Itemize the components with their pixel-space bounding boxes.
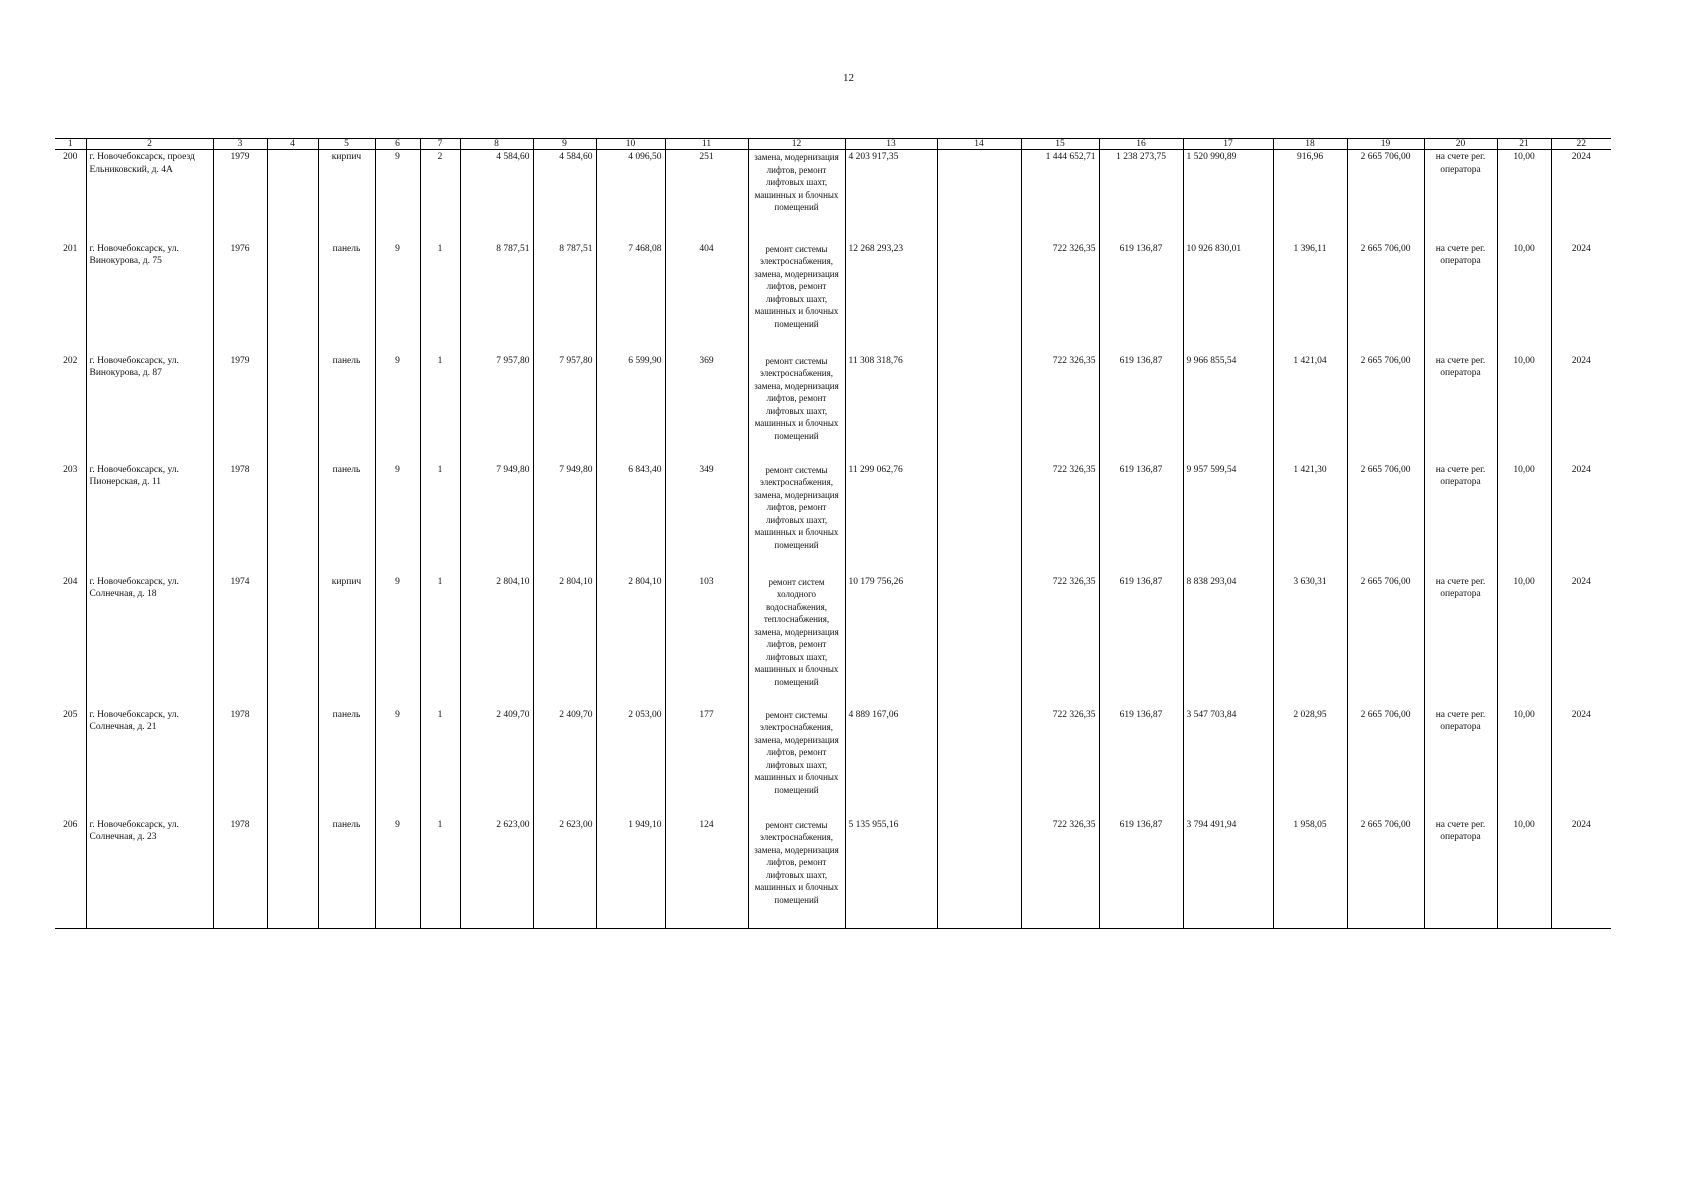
table-row: [55, 818, 1611, 929]
col17-cell: 9 966 855,54: [1183, 354, 1273, 463]
col21-cell: 10,00: [1497, 150, 1551, 242]
table-row: [55, 708, 1611, 818]
col22-cell: 2024: [1551, 150, 1611, 242]
living-area-cell: 2 409,70: [533, 708, 596, 818]
col16-cell: 619 136,87: [1099, 575, 1183, 708]
col22-cell: 2024: [1551, 708, 1611, 818]
account-cell: на счете рег. оператора: [1424, 708, 1497, 818]
account-cell: на счете рег. оператора: [1424, 242, 1497, 354]
col18-cell: 1 958,05: [1273, 818, 1347, 929]
total-area-cell: 4 584,60: [460, 150, 533, 242]
col19-cell: 2 665 706,00: [1347, 242, 1424, 354]
header-cell: 21: [1497, 139, 1551, 150]
column-number-header: [55, 139, 1611, 150]
col14-cell: [937, 354, 1021, 463]
year-built-cell: 1974: [213, 575, 267, 708]
col17-cell: 10 926 830,01: [1183, 242, 1273, 354]
col4-cell: [267, 150, 318, 242]
cost-cell: 10 179 756,26: [845, 575, 937, 708]
residents-cell: 369: [665, 354, 748, 463]
cost-cell: 4 889 167,06: [845, 708, 937, 818]
col22-cell: 2024: [1551, 354, 1611, 463]
col18-cell: 1 421,04: [1273, 354, 1347, 463]
works-cell: ремонт системы электроснабжения, замена, модернизация лифтов, ремонт лифтовых шахт, машинных и блочных помещений: [748, 463, 845, 575]
total-area-cell: 2 409,70: [460, 708, 533, 818]
wall-material-cell: кирпич: [318, 575, 375, 708]
header-cell: 6: [375, 139, 420, 150]
floors-cell: 9: [375, 242, 420, 354]
total-area-cell: 2 804,10: [460, 575, 533, 708]
col16-cell: 619 136,87: [1099, 463, 1183, 575]
table-row: [55, 150, 1611, 242]
total-area-cell: 2 623,00: [460, 818, 533, 929]
account-cell: на счете рег. оператора: [1424, 818, 1497, 929]
header-cell: 5: [318, 139, 375, 150]
col19-cell: 2 665 706,00: [1347, 463, 1424, 575]
header-cell: 2: [86, 139, 213, 150]
wall-material-cell: панель: [318, 242, 375, 354]
table-row: [55, 463, 1611, 575]
col21-cell: 10,00: [1497, 463, 1551, 575]
col16-cell: 619 136,87: [1099, 242, 1183, 354]
works-cell: ремонт системы электроснабжения, замена, модернизация лифтов, ремонт лифтовых шахт, машинных и блочных помещений: [748, 818, 845, 929]
residential-area-cell: 6 599,90: [596, 354, 665, 463]
col22-cell: 2024: [1551, 242, 1611, 354]
entrances-cell: 1: [420, 575, 460, 708]
col15-cell: 722 326,35: [1021, 463, 1099, 575]
col14-cell: [937, 708, 1021, 818]
col21-cell: 10,00: [1497, 708, 1551, 818]
col19-cell: 2 665 706,00: [1347, 354, 1424, 463]
row-number: 201: [55, 242, 86, 354]
header-cell: 13: [845, 139, 937, 150]
address-cell: г. Новочебоксарск, ул. Винокурова, д. 75: [86, 242, 213, 354]
col14-cell: [937, 818, 1021, 929]
col19-cell: 2 665 706,00: [1347, 708, 1424, 818]
residential-area-cell: 7 468,08: [596, 242, 665, 354]
cost-cell: 5 135 955,16: [845, 818, 937, 929]
row-number: 205: [55, 708, 86, 818]
row-number: 204: [55, 575, 86, 708]
residential-area-cell: 4 096,50: [596, 150, 665, 242]
works-cell: замена, модернизация лифтов, ремонт лифтовых шахт, машинных и блочных помещений: [748, 150, 845, 242]
address-cell: г. Новочебоксарск, ул. Пионерская, д. 11: [86, 463, 213, 575]
row-number: 206: [55, 818, 86, 929]
col18-cell: 1 421,30: [1273, 463, 1347, 575]
header-cell: 11: [665, 139, 748, 150]
col4-cell: [267, 708, 318, 818]
col16-cell: 619 136,87: [1099, 708, 1183, 818]
header-cell: 9: [533, 139, 596, 150]
col14-cell: [937, 242, 1021, 354]
header-cell: 15: [1021, 139, 1099, 150]
year-built-cell: 1978: [213, 818, 267, 929]
entrances-cell: 1: [420, 354, 460, 463]
table-row: [55, 354, 1611, 463]
col21-cell: 10,00: [1497, 354, 1551, 463]
residential-area-cell: 6 843,40: [596, 463, 665, 575]
col15-cell: 722 326,35: [1021, 818, 1099, 929]
col17-cell: 9 957 599,54: [1183, 463, 1273, 575]
row-number: 202: [55, 354, 86, 463]
col4-cell: [267, 354, 318, 463]
entrances-cell: 1: [420, 242, 460, 354]
address-cell: г. Новочебоксарск, проезд Ельниковский, д. 4А: [86, 150, 213, 242]
header-cell: 16: [1099, 139, 1183, 150]
col17-cell: 1 520 990,89: [1183, 150, 1273, 242]
wall-material-cell: панель: [318, 818, 375, 929]
cost-cell: 11 308 318,76: [845, 354, 937, 463]
capital-repair-table: [55, 138, 1611, 929]
total-area-cell: 8 787,51: [460, 242, 533, 354]
col21-cell: 10,00: [1497, 818, 1551, 929]
living-area-cell: 8 787,51: [533, 242, 596, 354]
col15-cell: 722 326,35: [1021, 242, 1099, 354]
col4-cell: [267, 575, 318, 708]
table-row: [55, 575, 1611, 708]
col4-cell: [267, 242, 318, 354]
cost-cell: 11 299 062,76: [845, 463, 937, 575]
col17-cell: 8 838 293,04: [1183, 575, 1273, 708]
residents-cell: 177: [665, 708, 748, 818]
works-cell: ремонт системы электроснабжения, замена, модернизация лифтов, ремонт лифтовых шахт, машинных и блочных помещений: [748, 708, 845, 818]
page-number: 12: [843, 72, 854, 84]
header-cell: 12: [748, 139, 845, 150]
header-cell: 8: [460, 139, 533, 150]
col15-cell: 1 444 652,71: [1021, 150, 1099, 242]
header-cell: 10: [596, 139, 665, 150]
entrances-cell: 1: [420, 463, 460, 575]
total-area-cell: 7 949,80: [460, 463, 533, 575]
address-cell: г. Новочебоксарск, ул. Солнечная, д. 18: [86, 575, 213, 708]
year-built-cell: 1979: [213, 354, 267, 463]
col18-cell: 1 396,11: [1273, 242, 1347, 354]
row-number: 200: [55, 150, 86, 242]
floors-cell: 9: [375, 575, 420, 708]
col22-cell: 2024: [1551, 575, 1611, 708]
address-cell: г. Новочебоксарск, ул. Солнечная, д. 23: [86, 818, 213, 929]
header-cell: 4: [267, 139, 318, 150]
floors-cell: 9: [375, 818, 420, 929]
residential-area-cell: 1 949,10: [596, 818, 665, 929]
col16-cell: 1 238 273,75: [1099, 150, 1183, 242]
floors-cell: 9: [375, 354, 420, 463]
floors-cell: 9: [375, 150, 420, 242]
col17-cell: 3 547 703,84: [1183, 708, 1273, 818]
header-cell: 18: [1273, 139, 1347, 150]
col22-cell: 2024: [1551, 463, 1611, 575]
entrances-cell: 1: [420, 708, 460, 818]
works-cell: ремонт системы электроснабжения, замена, модернизация лифтов, ремонт лифтовых шахт, машинных и блочных помещений: [748, 354, 845, 463]
account-cell: на счете рег. оператора: [1424, 150, 1497, 242]
living-area-cell: 2 804,10: [533, 575, 596, 708]
header-cell: 17: [1183, 139, 1273, 150]
living-area-cell: 4 584,60: [533, 150, 596, 242]
residents-cell: 103: [665, 575, 748, 708]
col21-cell: 10,00: [1497, 242, 1551, 354]
col18-cell: 3 630,31: [1273, 575, 1347, 708]
col21-cell: 10,00: [1497, 575, 1551, 708]
cost-cell: 4 203 917,35: [845, 150, 937, 242]
total-area-cell: 7 957,80: [460, 354, 533, 463]
wall-material-cell: кирпич: [318, 150, 375, 242]
year-built-cell: 1978: [213, 708, 267, 818]
entrances-cell: 2: [420, 150, 460, 242]
col15-cell: 722 326,35: [1021, 708, 1099, 818]
living-area-cell: 2 623,00: [533, 818, 596, 929]
residential-area-cell: 2 804,10: [596, 575, 665, 708]
wall-material-cell: панель: [318, 708, 375, 818]
floors-cell: 9: [375, 463, 420, 575]
col14-cell: [937, 150, 1021, 242]
col16-cell: 619 136,87: [1099, 818, 1183, 929]
header-cell: 3: [213, 139, 267, 150]
row-number: 203: [55, 463, 86, 575]
header-cell: 22: [1551, 139, 1611, 150]
residents-cell: 404: [665, 242, 748, 354]
account-cell: на счете рег. оператора: [1424, 354, 1497, 463]
col19-cell: 2 665 706,00: [1347, 575, 1424, 708]
wall-material-cell: панель: [318, 463, 375, 575]
col22-cell: 2024: [1551, 818, 1611, 929]
col16-cell: 619 136,87: [1099, 354, 1183, 463]
header-cell: 19: [1347, 139, 1424, 150]
address-cell: г. Новочебоксарск, ул. Винокурова, д. 87: [86, 354, 213, 463]
header-cell: 20: [1424, 139, 1497, 150]
entrances-cell: 1: [420, 818, 460, 929]
col15-cell: 722 326,35: [1021, 354, 1099, 463]
col18-cell: 2 028,95: [1273, 708, 1347, 818]
col17-cell: 3 794 491,94: [1183, 818, 1273, 929]
col18-cell: 916,96: [1273, 150, 1347, 242]
living-area-cell: 7 957,80: [533, 354, 596, 463]
col4-cell: [267, 463, 318, 575]
col15-cell: 722 326,35: [1021, 575, 1099, 708]
residents-cell: 349: [665, 463, 748, 575]
residential-area-cell: 2 053,00: [596, 708, 665, 818]
account-cell: на счете рег. оператора: [1424, 575, 1497, 708]
living-area-cell: 7 949,80: [533, 463, 596, 575]
works-cell: ремонт системы электроснабжения, замена, модернизация лифтов, ремонт лифтовых шахт, машинных и блочных помещений: [748, 242, 845, 354]
col19-cell: 2 665 706,00: [1347, 818, 1424, 929]
wall-material-cell: панель: [318, 354, 375, 463]
year-built-cell: 1979: [213, 150, 267, 242]
col4-cell: [267, 818, 318, 929]
col14-cell: [937, 463, 1021, 575]
year-built-cell: 1976: [213, 242, 267, 354]
residents-cell: 124: [665, 818, 748, 929]
table-row: [55, 242, 1611, 354]
header-cell: 1: [55, 139, 86, 150]
year-built-cell: 1978: [213, 463, 267, 575]
col14-cell: [937, 575, 1021, 708]
address-cell: г. Новочебоксарск, ул. Солнечная, д. 21: [86, 708, 213, 818]
account-cell: на счете рег. оператора: [1424, 463, 1497, 575]
cost-cell: 12 268 293,23: [845, 242, 937, 354]
col19-cell: 2 665 706,00: [1347, 150, 1424, 242]
residents-cell: 251: [665, 150, 748, 242]
header-cell: 14: [937, 139, 1021, 150]
works-cell: ремонт систем холодного водоснабжения, теплоснабжения, замена, модернизация лифтов, ремонт лифтовых шахт, машинных и блочных помещений: [748, 575, 845, 708]
header-cell: 7: [420, 139, 460, 150]
floors-cell: 9: [375, 708, 420, 818]
